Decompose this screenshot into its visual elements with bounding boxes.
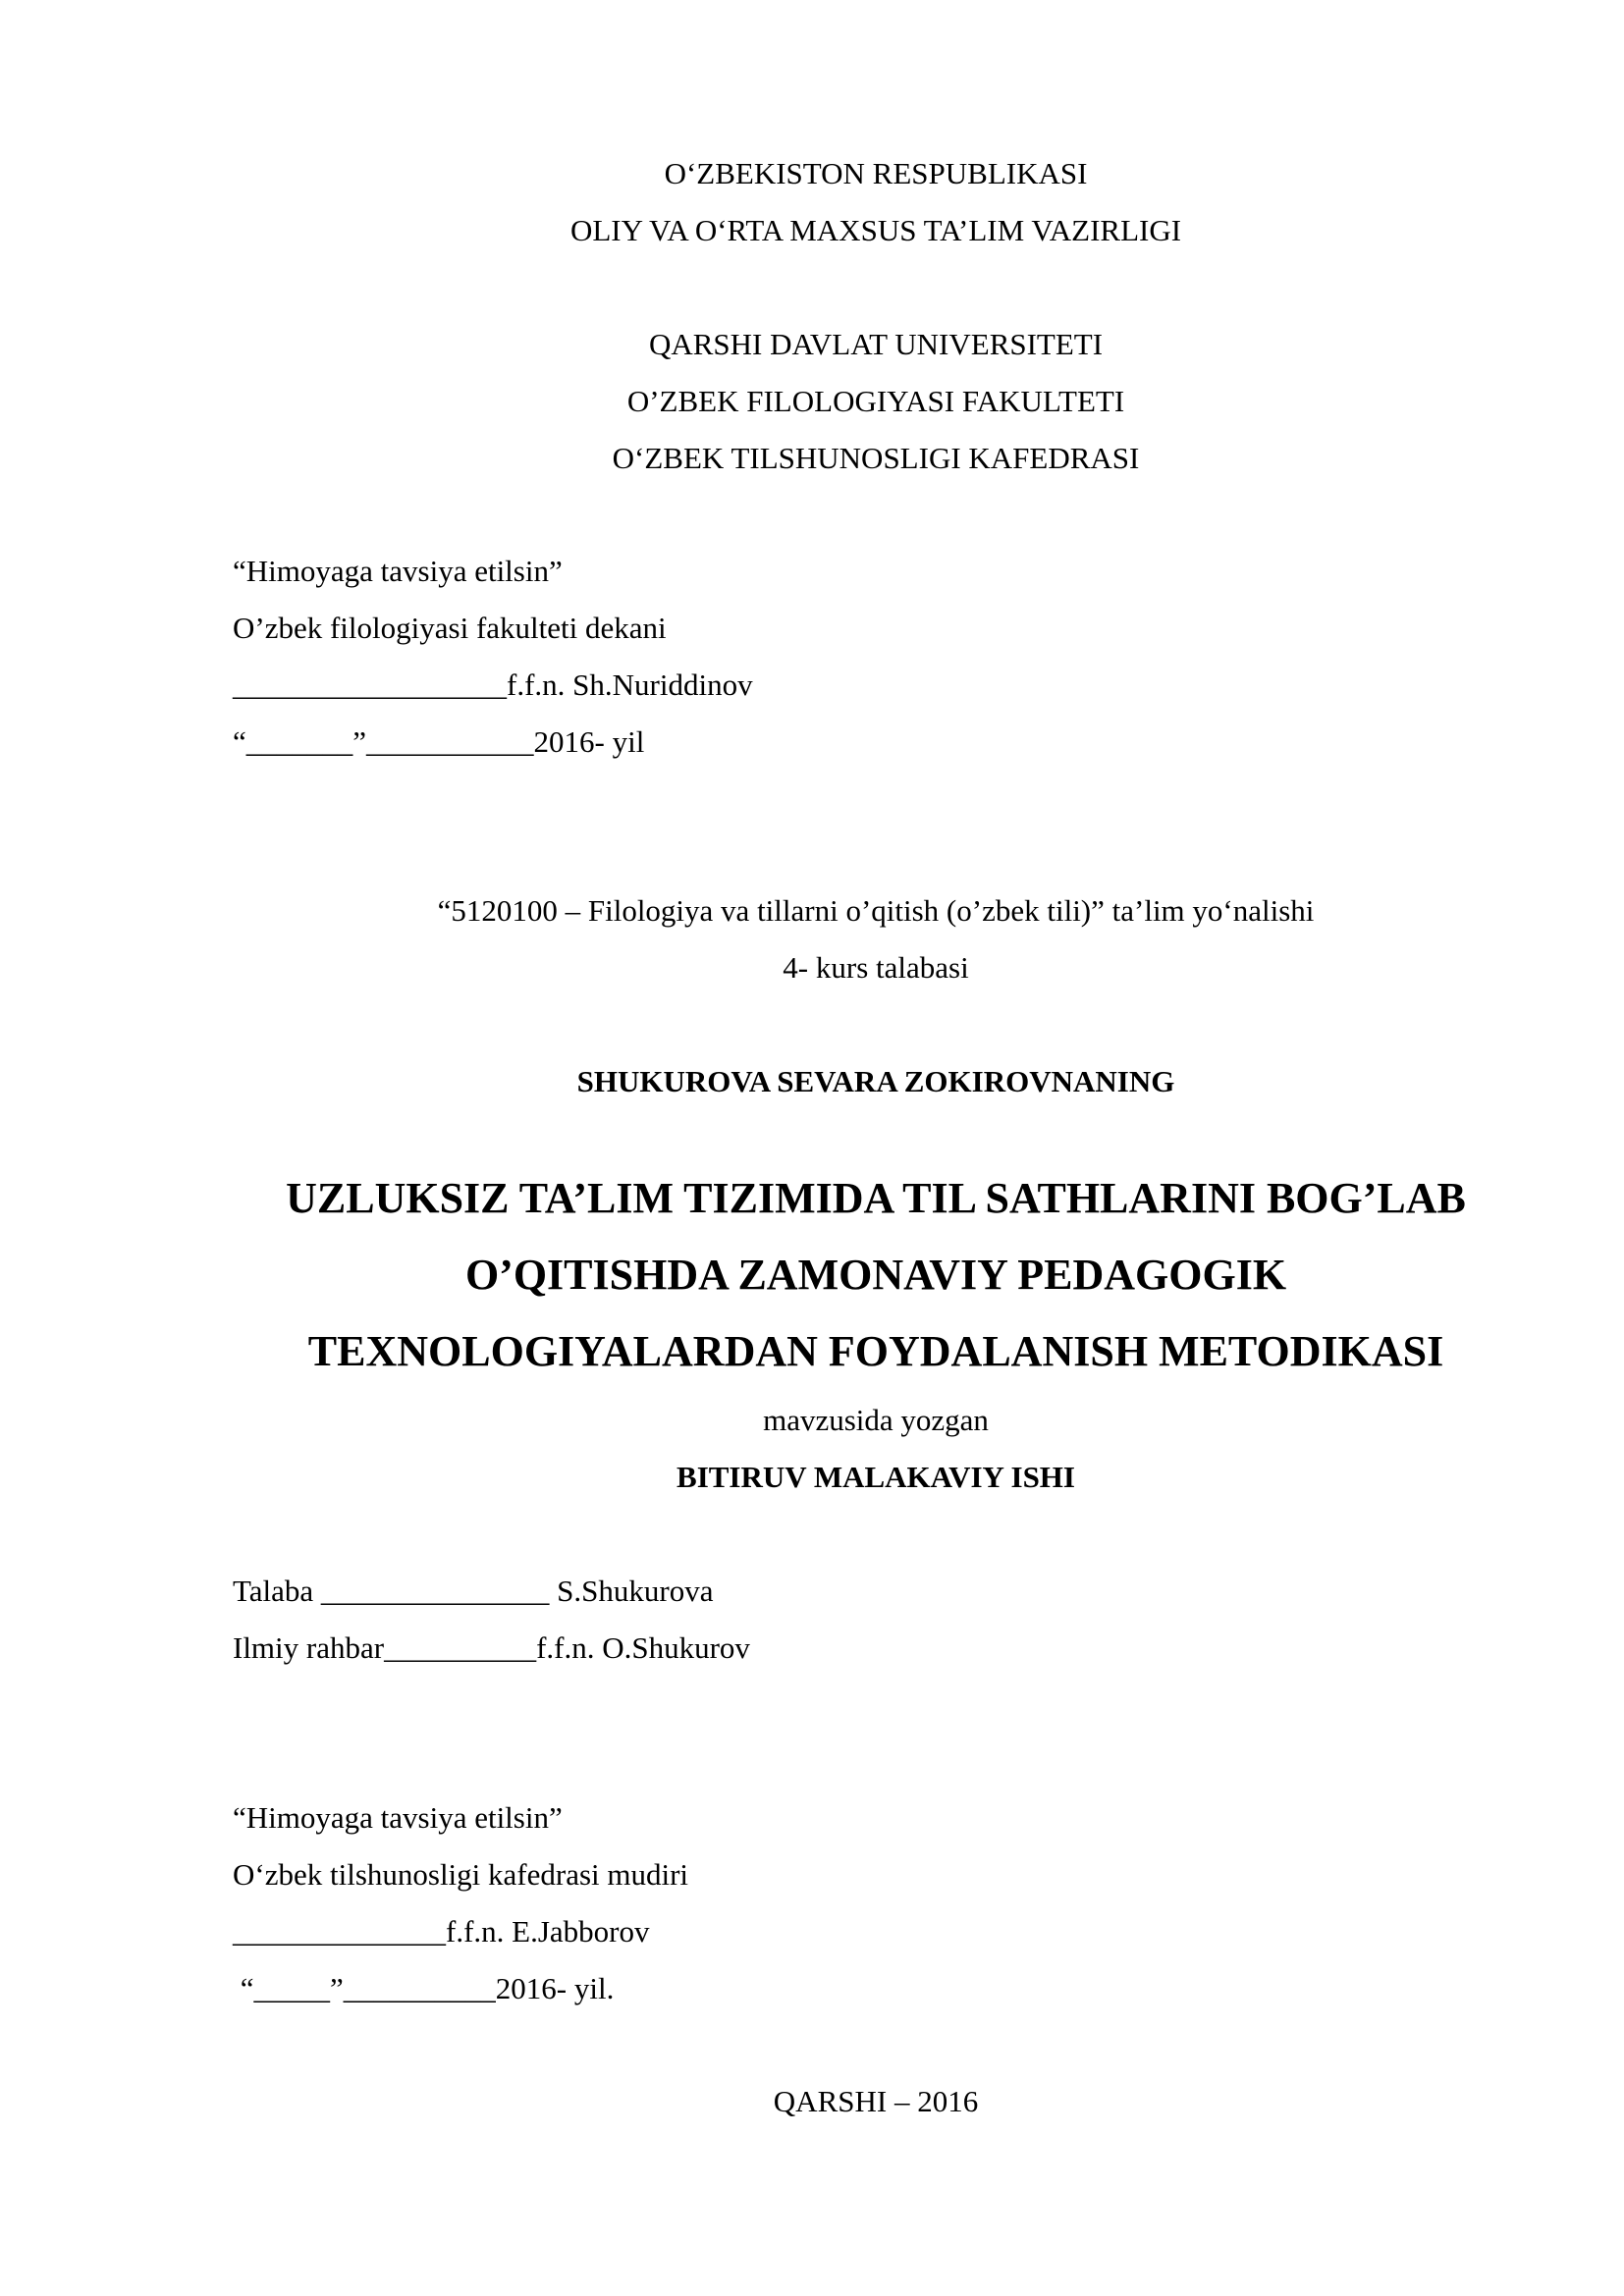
topic-note: mavzusida yozgan: [763, 1403, 989, 1437]
head-signature-line: ______________f.f.n. E.Jabborov: [233, 1914, 650, 1949]
ministry-header: [0, 145, 1624, 259]
dean-approval-block: [0, 543, 1624, 771]
supervisor-signature-line: Ilmiy rahbar__________f.f.n. O.Shukurov: [233, 1630, 750, 1665]
signatures-block: [0, 1563, 1624, 1677]
dean-date-line: “_______”___________2016- yil: [233, 724, 645, 759]
thesis-title-line-2: O’QITISHDA ZAMONAVIY PEDAGOGIK: [464, 1251, 1287, 1299]
faculty-name: O’ZBEK FILOLOGIYASI FAKULTETI: [626, 384, 1125, 418]
student-info-block: [0, 882, 1624, 996]
university-name: QARSHI DAVLAT UNIVERSITETI: [648, 327, 1104, 361]
dean-signature-line: __________________f.f.n. Sh.Nuriddinov: [233, 667, 753, 702]
course-year: 4- kurs talabasi: [783, 950, 969, 985]
study-direction: “5120100 – Filologiya va tillarni o’qitish (o’zbek tili)” ta’lim yo‘nalishi: [437, 893, 1315, 928]
thesis-subtitle-block: [0, 1392, 1624, 1506]
head-approval-block: [0, 1789, 1624, 2017]
thesis-title-line-3: TEXNOLOGIYALARDAN FOYDALANISH METODIKASI: [307, 1327, 1444, 1375]
dean-position: O’zbek filologiyasi fakulteti dekani: [233, 611, 667, 645]
head-date-line: “_____”__________2016- yil.: [233, 1971, 615, 2005]
head-recommend-text: “Himoyaga tavsiya etilsin”: [233, 1800, 563, 1835]
student-signature-line: Talaba _______________ S.Shukurova: [233, 1574, 714, 1608]
student-name: SHUKUROVA SEVARA ZOKIROVNANING: [576, 1064, 1175, 1098]
thesis-title-block: [0, 1160, 1624, 1390]
place-year: QARSHI – 2016: [773, 2084, 979, 2118]
department-name: O‘ZBEK TILSHUNOSLIGI KAFEDRASI: [612, 441, 1140, 475]
head-position: O‘zbek tilshunosligi kafedrasi mudiri: [233, 1857, 689, 1892]
work-type: BITIRUV MALAKAVIY ISHI: [677, 1460, 1075, 1494]
institution-block: [0, 316, 1624, 487]
ministry-line: OLIY VA O‘RTA MAXSUS TA’LIM VAZIRLIGI: [569, 213, 1182, 247]
republic-line: O‘ZBEKISTON RESPUBLIKASI: [664, 156, 1088, 190]
student-name-block: [0, 1053, 1624, 1110]
footer-block: [0, 2073, 1624, 2130]
dean-recommend-text: “Himoyaga tavsiya etilsin”: [233, 554, 563, 588]
thesis-title-line-1: UZLUKSIZ TA’LIM TIZIMIDA TIL SATHLARINI BOG’LAB: [286, 1174, 1466, 1222]
